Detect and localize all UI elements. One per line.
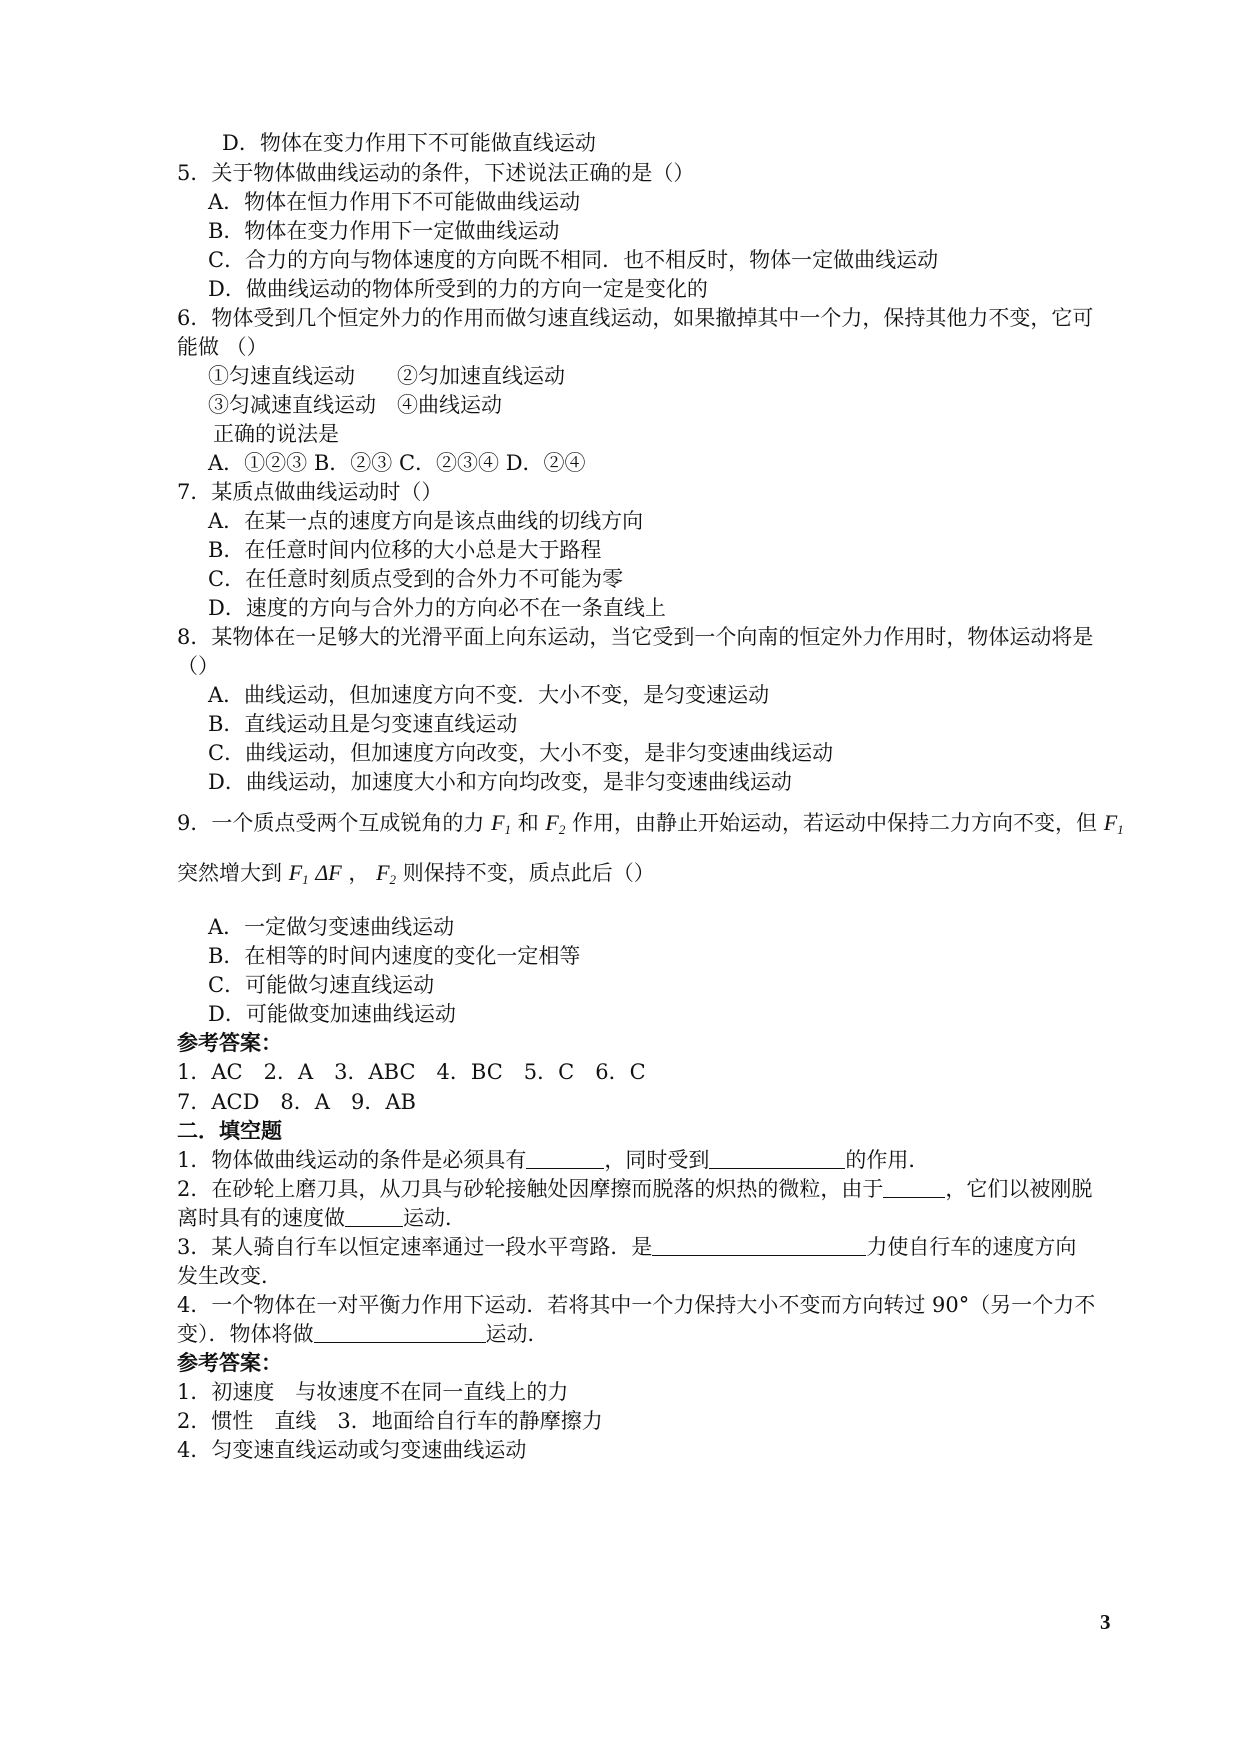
q9-option-c: C．可能做匀速直线运动 [208, 973, 435, 997]
q5-option-d: D．做曲线运动的物体所受到的力的方向一定是变化的 [208, 277, 708, 301]
q4-option-d: D．物体在变力作用下不可能做直线运动 [222, 131, 596, 155]
section-fill-in-title: 二．填空题 [177, 1118, 282, 1143]
fill-answer-line-2: 2．惯性 直线 3．地面给自行车的静摩擦力 [177, 1409, 603, 1433]
force-f2-b: $F_2$ [376, 860, 397, 887]
question-9-line2 [177, 860, 655, 893]
q8-option-c: C．曲线运动，但加速度方向改变，大小不变，是非匀变速曲线运动 [208, 741, 834, 765]
q9-text-2: 和 [517, 811, 539, 835]
fill-question-4-line2: 变）．物体将做 运动． [177, 1322, 549, 1346]
blank-2b [345, 1206, 403, 1227]
question-8-line2: （） [177, 654, 219, 678]
page-number: 3 [1100, 1610, 1111, 1634]
force-f1-new: $F_1$ [288, 860, 309, 887]
fill-question-3-line1: 3．某人骑自行车以恒定速率通过一段水平弯路．是 力使自行车的速度方向 [177, 1235, 1077, 1259]
blank-1b [709, 1148, 845, 1169]
fill-question-2-line2: 离时具有的速度做 运动． [177, 1206, 466, 1230]
question-6-line2: 能做 （） [177, 335, 268, 359]
q9-option-a: A．一定做匀变速曲线运动 [208, 915, 455, 939]
fill-question-4-line1: 4．一个物体在一对平衡力作用下运动．若将其中一个力保持大小不变而方向转过 90°（另一个力不 [177, 1293, 1096, 1317]
fill-answer-line-3: 4．匀变速直线运动或匀变速曲线运动 [177, 1438, 527, 1462]
answers-line-2: 7．ACD 8．A 9．AB [177, 1090, 416, 1114]
blank-3 [652, 1235, 866, 1256]
q9-text-5: ， [348, 861, 370, 885]
blank-2a [883, 1177, 945, 1198]
force-f2: $F_2$ [545, 810, 566, 837]
fill-question-2-line1: 2．在砂轮上磨刀具，从刀具与砂轮接触处因摩擦而脱落的炽热的微粒，由于 ，它们以被刚脱 [177, 1177, 1093, 1201]
q9-text-1: 9．一个质点受两个互成锐角的力 [177, 811, 485, 835]
q9-text-6: 则保持不变，质点此后（） [402, 861, 655, 885]
fill-question-3-line2: 发生改变． [177, 1264, 282, 1288]
question-9-line1 [177, 810, 1124, 843]
q8-option-b: B．直线运动且是匀变速直线运动 [208, 712, 518, 736]
q6-prompt: 正确的说法是 [213, 422, 339, 446]
question-8-line1: 8．某物体在一足够大的光滑平面上向东运动，当它受到一个向南的恒定外力作用时，物体运动将是 [177, 625, 1094, 649]
q9-text-3: 作用，由静止开始运动，若运动中保持二力方向不变，但 [572, 811, 1098, 835]
q7-option-d: D．速度的方向与合外力的方向必不在一条直线上 [208, 596, 666, 620]
answers-heading-1: 参考答案： [177, 1030, 282, 1055]
q7-option-c: C．在任意时刻质点受到的合外力不可能为零 [208, 567, 624, 591]
answers-heading-2: 参考答案： [177, 1350, 282, 1375]
q7-option-a: A．在某一点的速度方向是该点曲线的切线方向 [208, 509, 644, 533]
question-7: 7．某质点做曲线运动时（） [177, 480, 443, 504]
blank-1a [526, 1148, 604, 1169]
question-6-line1: 6．物体受到几个恒定外力的作用而做匀速直线运动，如果撤掉其中一个力，保持其他力不变，它可 [177, 306, 1094, 330]
q9-text-4: 突然增大到 [177, 861, 282, 885]
q6-choices: A．①②③ B．②③ C．②③④ D．②④ [208, 451, 586, 475]
q5-option-a: A．物体在恒力作用下不可能做曲线运动 [208, 190, 581, 214]
answers-line-1: 1．AC 2．A 3．ABC 4．BC 5．C 6．C [177, 1060, 646, 1084]
force-f1: $F_1$ [491, 810, 512, 837]
q9-option-d: D．可能做变加速曲线运动 [208, 1002, 456, 1026]
fill-answer-line-1: 1．初速度 与妆速度不在同一直线上的力 [177, 1380, 569, 1404]
q5-option-c: C．合力的方向与物体速度的方向既不相同．也不相反时，物体一定做曲线运动 [208, 248, 939, 272]
blank-4 [314, 1322, 486, 1343]
delta-f: ΔF [315, 860, 342, 885]
q6-items-1: ①匀速直线运动 ②匀加速直线运动 [208, 364, 565, 388]
question-5: 5．关于物体做曲线运动的条件，下述说法正确的是（） [177, 161, 695, 185]
q7-option-b: B．在任意时间内位移的大小总是大于路程 [208, 538, 602, 562]
q8-option-d: D．曲线运动，加速度大小和方向均改变，是非匀变速曲线运动 [208, 770, 792, 794]
q5-option-b: B．物体在变力作用下一定做曲线运动 [208, 219, 560, 243]
q8-option-a: A．曲线运动，但加速度方向不变．大小不变，是匀变速运动 [208, 683, 770, 707]
force-f1-end: $F_1$ [1103, 810, 1124, 837]
fill-question-1: 1．物体做曲线运动的条件是必须具有 ，同时受到 的作用． [177, 1148, 930, 1172]
q6-items-2: ③匀减速直线运动 ④曲线运动 [208, 393, 502, 417]
q9-option-b: B．在相等的时间内速度的变化一定相等 [208, 944, 581, 968]
